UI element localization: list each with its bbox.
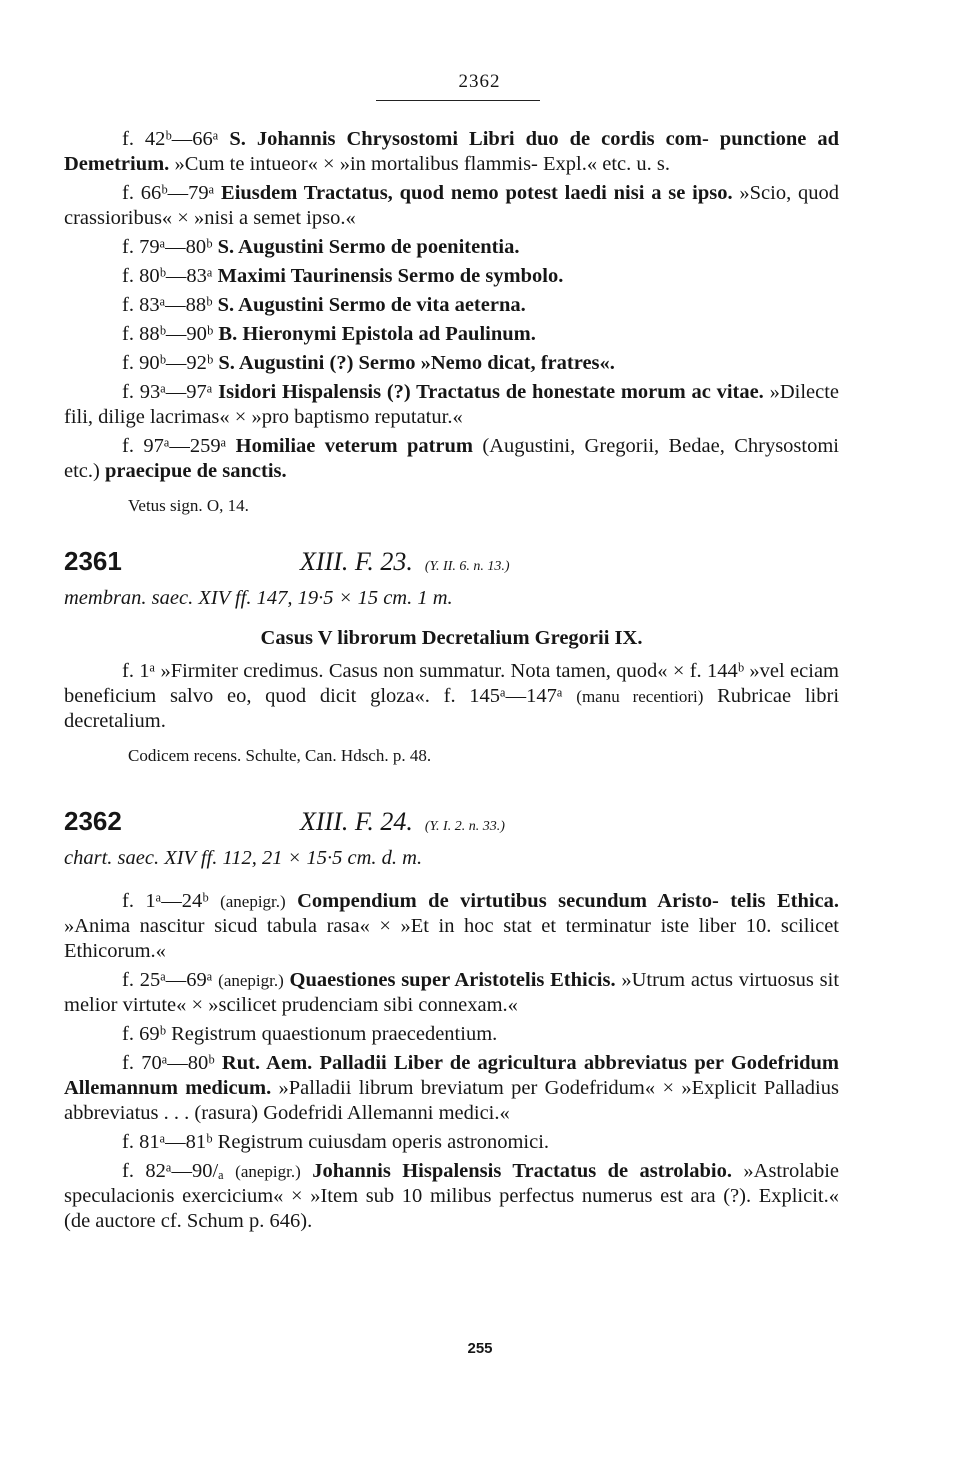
page — [64, 70, 839, 1238]
ms-2362-heading — [64, 806, 839, 837]
ms-number: 2362 — [64, 806, 122, 836]
ms-shelfmark: XIII. F. 24. — [300, 807, 413, 836]
entry: f. 1ᵃ—24ᵇ (anepigr.) Compendium de virtutibus secundum Aristo- telis Ethica. »Anima nascitur sicud tabula rasa« × »Et in hoc stat et terminatur iste liber 10. scilicet Ethicorum.« — [64, 890, 840, 962]
entry: f. 69ᵇ Registrum quaestionum praecedentium. — [122, 1023, 498, 1045]
entry: f. 81ᵃ—81ᵇ Registrum cuiusdam operis astronomici. — [122, 1131, 550, 1153]
entry: f. 90ᵇ—92ᵇ S. Augustini (?) Sermo »Nemo dicat, fratres«. — [122, 352, 615, 374]
ms-note: Codicem recens. Schulte, Can. Hdsch. p. 48. — [128, 746, 432, 765]
entry: f. 25ᵃ—69ᵃ (anepigr.) Quaestiones super Aristotelis Ethicis. »Utrum actus virtuosus sit melior virtute« × »scilicet prudenciam sibi connexam.« — [64, 969, 840, 1016]
header-rule — [376, 100, 540, 101]
entry: f. 88ᵇ—90ᵇ B. Hieronymi Epistola ad Paulinum. — [122, 323, 536, 345]
entry: f. 83ᵃ—88ᵇ S. Augustini Sermo de vita aeterna. — [122, 294, 526, 316]
vetus-sign: Vetus sign. O, 14. — [128, 496, 249, 515]
entry: f. 42ᵇ—66ᵃ S. Johannis Chrysostomi Libri duo de cordis com- punctione ad Demetrium. »Cum te intueor« × »in mortalibus flammis- Expl.« etc. u. s. — [64, 128, 840, 175]
page-footer-number: 255 — [467, 1340, 493, 1357]
ms-shelfmark: XIII. F. 23. — [300, 547, 413, 576]
ms-old-shelfmark: (Y. I. 2. n. 33.) — [424, 819, 505, 834]
entry: f. 82ᵃ—90/ₐ (anepigr.) Johannis Hispalensis Tractatus de astrolabio. »Astrolabie speculacionis exercicium« × »Item sub 10 milibus perfectus numerus est ara (?). Explicit.« (de auctore cf. Schum p. 646). — [64, 1160, 840, 1232]
entries-top — [64, 127, 839, 484]
ms-old-shelfmark: (Y. II. 6. n. 13.) — [424, 559, 510, 574]
header-page-number: 2362 — [458, 71, 501, 92]
entry: f. 66ᵇ—79ᵃ Eiusdem Tractatus, quod nemo potest laedi nisi a se ipso. »Scio, quod crassioribus« × »nisi a semet ipso.« — [64, 182, 840, 229]
entry: f. 97ᵃ—259ᵃ Homiliae veterum patrum (Augustini, Gregorii, Bedae, Chrysostomi etc.) praecipue de sanctis. — [64, 435, 840, 482]
entry: f. 79ᵃ—80ᵇ S. Augustini Sermo de poenitentia. — [122, 236, 520, 258]
ms-number: 2361 — [64, 546, 122, 576]
ms-description: chart. saec. XIV ff. 112, 21 × 15·5 cm. d. m. — [64, 847, 423, 869]
ms-description: membran. saec. XIV ff. 147, 19·5 × 15 cm. 1 m. — [64, 587, 453, 609]
entry: f. 93ᵃ—97ᵃ Isidori Hispalensis (?) Tractatus de honestate morum ac vitae. »Dilecte fili, dilige lacrimas« × »pro baptismo reputatur.« — [64, 381, 840, 428]
entry: f. 80ᵇ—83ᵃ Maximi Taurinensis Sermo de symbolo. — [122, 265, 564, 287]
ms-2361-heading — [64, 546, 839, 577]
running-header — [120, 70, 839, 94]
ms-title: Casus V librorum Decretalium Gregorii IX. — [260, 627, 643, 649]
ms-body: f. 1ᵃ »Firmiter credimus. Casus non summatur. Nota tamen, quod« × f. 144ᵇ »vel eciam beneficium salvo eo, quod dicit gloza«. f. 145ᵃ—147ᵃ (manu recentiori) Rubricae libri decretalium. — [64, 660, 840, 732]
entry: f. 70ᵃ—80ᵇ Rut. Aem. Palladii Liber de agricultura abbreviatus per Godefridum Allemannum medicum. »Palladii librum breviatum per Godefridum« × »Explicit Palladius abbreviatus . . . (rasura) Godefridi Allemanni medici.« — [64, 1052, 840, 1124]
